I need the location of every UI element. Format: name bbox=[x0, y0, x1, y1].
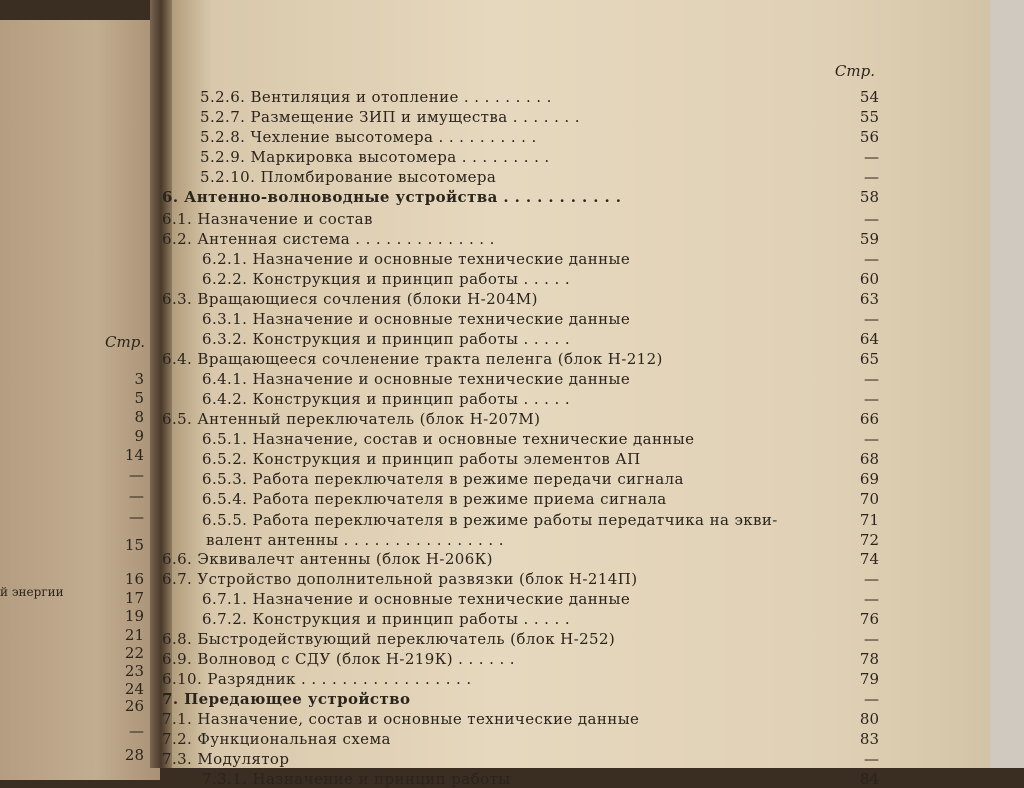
toc-page-number: 80 bbox=[859, 710, 879, 728]
toc-entry: 6.5.1. Назначение, состав и основные технические данные bbox=[202, 430, 695, 448]
left-page-header: Стр. bbox=[105, 333, 146, 351]
toc-entry: 7. Передающее устройство bbox=[162, 690, 411, 708]
toc-entry: валент антенны . . . . . . . . . . . . . . . . bbox=[206, 531, 504, 549]
left-page-number: 19 bbox=[124, 607, 144, 625]
toc-page-number: — bbox=[864, 690, 879, 708]
toc-page-number: 70 bbox=[859, 490, 879, 508]
toc-page-number: — bbox=[864, 250, 879, 268]
toc-page-number: 71 bbox=[859, 511, 879, 529]
left-page-number: — bbox=[129, 466, 144, 484]
toc-page-number: 72 bbox=[859, 531, 879, 549]
toc-entry: 7.3.1. Назначение и принцип работы bbox=[202, 770, 511, 788]
toc-entry: 7.3. Модулятор bbox=[162, 750, 290, 768]
toc-entry: 5.2.9. Маркировка высотомера . . . . . . . . . bbox=[200, 148, 550, 166]
toc-entry: 6.2. Антенная система . . . . . . . . . . . . . . bbox=[162, 230, 495, 248]
toc-entry: 6.9. Волновод с СДУ (блок Н-219К) . . . . . . bbox=[162, 650, 515, 668]
toc-entry: 6.5.2. Конструкция и принцип работы элементов АП bbox=[202, 450, 641, 468]
toc-entry: 6.10. Разрядник . . . . . . . . . . . . . . . . . bbox=[162, 670, 472, 688]
toc-page-number: — bbox=[864, 630, 879, 648]
toc-entry: 6.1. Назначение и состав bbox=[162, 210, 373, 228]
toc-entry: 5.2.10. Пломбирование высотомера bbox=[200, 168, 497, 186]
left-page-number: — bbox=[129, 487, 144, 505]
toc-page-number: 84 bbox=[859, 770, 879, 788]
left-page-number: 24 bbox=[124, 680, 144, 698]
left-page-number: — bbox=[129, 722, 144, 740]
toc-page-number: — bbox=[864, 570, 879, 588]
left-page-number: — bbox=[129, 508, 144, 526]
toc-entry: 6.7. Устройство дополнительной развязки (блок Н-214П) bbox=[162, 570, 638, 588]
toc-entry: 6.2.1. Назначение и основные технические данные bbox=[202, 250, 631, 268]
left-page-number: 14 bbox=[124, 446, 144, 464]
toc-entry: 6.4.1. Назначение и основные технические данные bbox=[202, 370, 631, 388]
toc-entry: 5.2.6. Вентиляция и отопление . . . . . . . . . bbox=[200, 88, 552, 106]
toc-entry: 6.3.1. Назначение и основные технические данные bbox=[202, 310, 631, 328]
toc-page-number: 76 bbox=[859, 610, 879, 628]
toc-page-number: 55 bbox=[859, 108, 879, 126]
toc-page-number: 56 bbox=[859, 128, 879, 146]
left-page-number: 22 bbox=[124, 644, 144, 662]
toc-entry: 6.7.1. Назначение и основные технические данные bbox=[202, 590, 631, 608]
toc-entry: 6.4.2. Конструкция и принцип работы . . . . . bbox=[202, 390, 571, 408]
toc-entry: 5.2.8. Чехление высотомера . . . . . . . . . . bbox=[200, 128, 537, 146]
toc-page-number: — bbox=[864, 750, 879, 768]
toc-page-number: — bbox=[864, 590, 879, 608]
toc-page-number: 83 bbox=[859, 730, 879, 748]
left-page-number: 9 bbox=[134, 427, 144, 445]
toc-page-number: — bbox=[864, 210, 879, 228]
toc-page-number: 64 bbox=[859, 330, 879, 348]
toc-page-number: — bbox=[864, 430, 879, 448]
toc-page-number: 78 bbox=[859, 650, 879, 668]
toc-entry: 6.3. Вращающиеся сочления (блоки Н-204М) bbox=[162, 290, 538, 308]
toc-page-number: 59 bbox=[859, 230, 879, 248]
toc-page-number: — bbox=[864, 310, 879, 328]
toc-page-number: 58 bbox=[859, 188, 879, 206]
left-partial-text: й энергии bbox=[0, 585, 64, 599]
toc-page-number: 65 bbox=[859, 350, 879, 368]
toc-entry: 6.3.2. Конструкция и принцип работы . . . . . bbox=[202, 330, 571, 348]
toc-entry: 6.8. Быстродействующий переключатель (блок Н-252) bbox=[162, 630, 616, 648]
toc-entry: 5.2.7. Размещение ЗИП и имущества . . . . . . . bbox=[200, 108, 580, 126]
left-page-number: 5 bbox=[134, 389, 144, 407]
toc-page-number: 69 bbox=[859, 470, 879, 488]
toc-page-number: 66 bbox=[859, 410, 879, 428]
left-page-content bbox=[0, 0, 160, 768]
left-page-number: 16 bbox=[124, 570, 144, 588]
toc-entry: 7.2. Функциональная схема bbox=[162, 730, 391, 748]
left-page-number: 15 bbox=[124, 536, 144, 554]
toc-entry: 7.1. Назначение, состав и основные технические данные bbox=[162, 710, 640, 728]
toc-page-number: — bbox=[864, 168, 879, 186]
toc-page-number: 63 bbox=[859, 290, 879, 308]
toc-page-number: — bbox=[864, 370, 879, 388]
left-page-number: 21 bbox=[124, 626, 144, 644]
page-column-header: Стр. bbox=[834, 62, 875, 80]
toc-page-number: 54 bbox=[859, 88, 879, 106]
toc-entry: 6.5.5. Работа переключателя в режиме работы передатчика на экви- bbox=[202, 511, 778, 529]
table-of-contents bbox=[162, 0, 997, 788]
toc-entry: 6.5.4. Работа переключателя в режиме приема сигнала bbox=[202, 490, 667, 508]
toc-entry: 6.7.2. Конструкция и принцип работы . . . . . bbox=[202, 610, 571, 628]
left-page-number: 3 bbox=[134, 370, 144, 388]
left-page-number: 23 bbox=[124, 662, 144, 680]
toc-page-number: — bbox=[864, 148, 879, 166]
toc-entry: 6.2.2. Конструкция и принцип работы . . . . . bbox=[202, 270, 571, 288]
left-page-number: 17 bbox=[124, 589, 144, 607]
toc-page-number: 60 bbox=[859, 270, 879, 288]
toc-page-number: 68 bbox=[859, 450, 879, 468]
left-page-number: 28 bbox=[124, 746, 144, 764]
left-page-number: 8 bbox=[134, 408, 144, 426]
toc-page-number: — bbox=[864, 390, 879, 408]
toc-page-number: 79 bbox=[859, 670, 879, 688]
toc-entry: 6.4. Вращающееся сочленение тракта пеленга (блок Н-212) bbox=[162, 350, 663, 368]
toc-entry: 6.5. Антенный переключатель (блок Н-207М) bbox=[162, 410, 541, 428]
toc-entry: 6.5.3. Работа переключателя в режиме передачи сигнала bbox=[202, 470, 684, 488]
left-page-number: 26 bbox=[124, 697, 144, 715]
toc-entry: 6. Антенно-волноводные устройства . . . . . . . . . . . bbox=[162, 188, 622, 206]
toc-page-number: 74 bbox=[859, 550, 879, 568]
toc-entry: 6.6. Эквивалечт антенны (блок Н-206К) bbox=[162, 550, 493, 568]
